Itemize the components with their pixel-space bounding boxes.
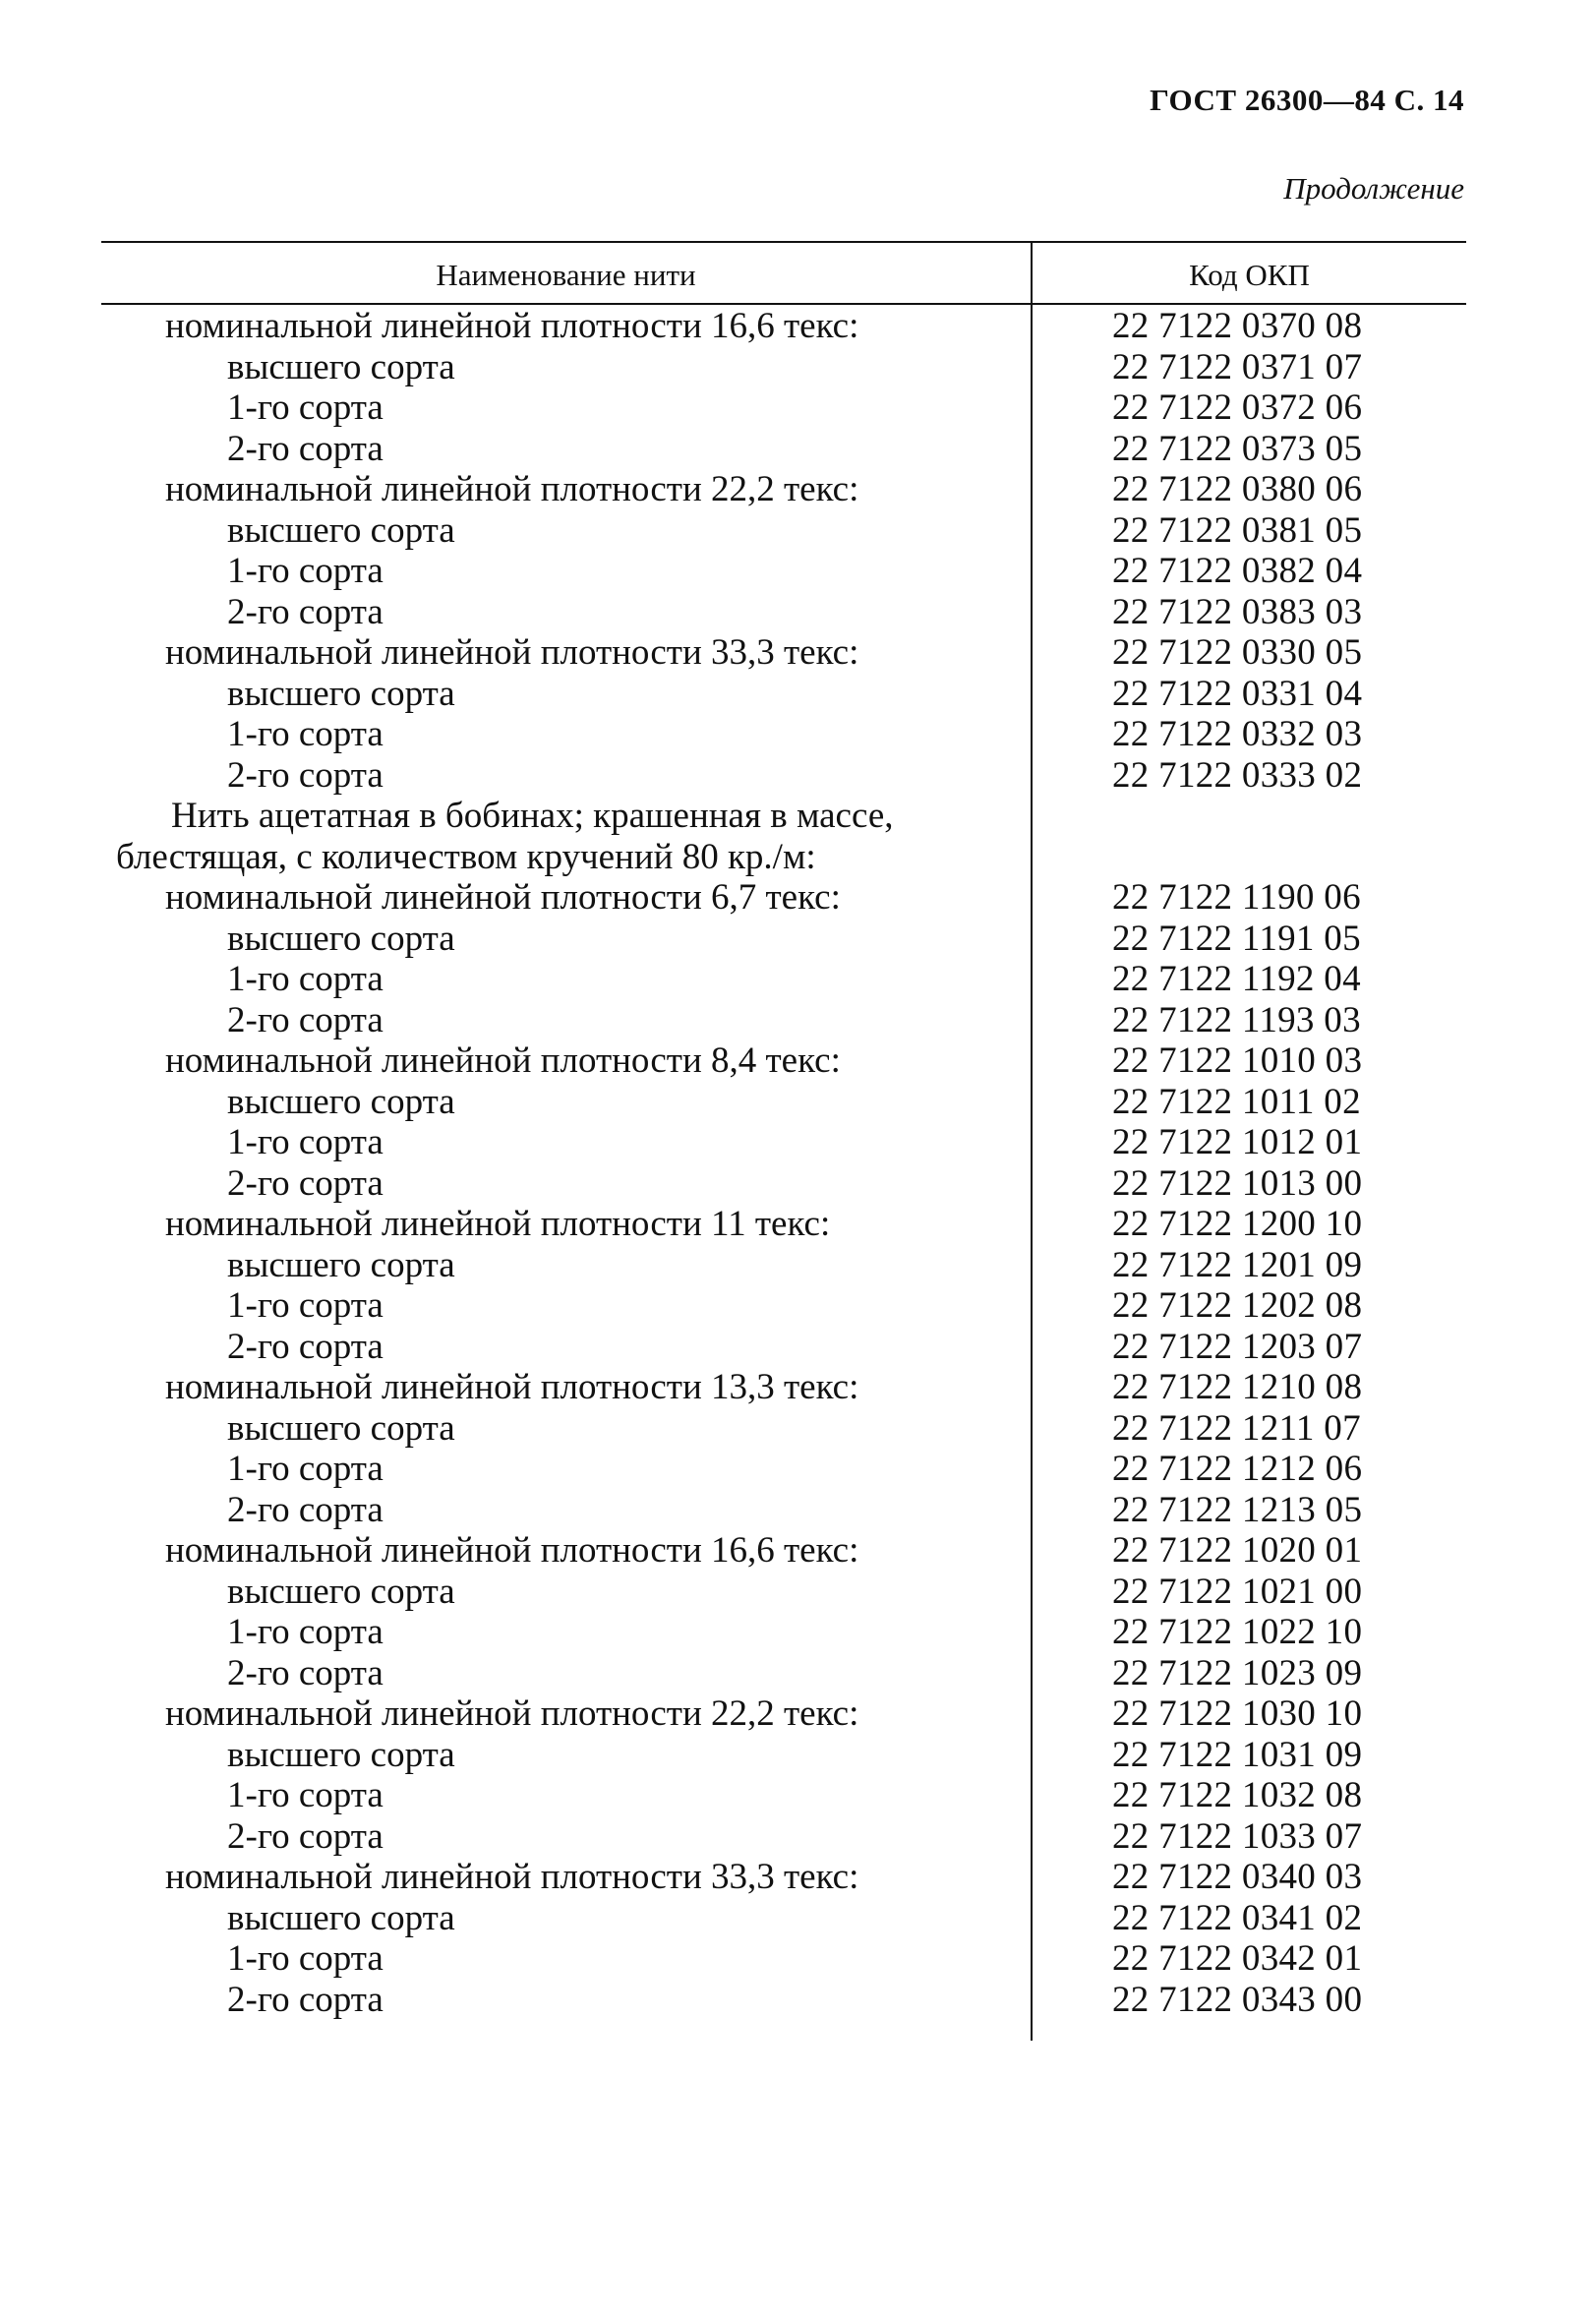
thread-name: 1-го сорта [227,1612,384,1652]
table-row [0,1408,1596,1450]
table-row [0,1653,1596,1694]
okp-code: 22 7122 1190 06 [1112,877,1361,918]
okp-code: 22 7122 0372 06 [1112,387,1363,428]
table-row [0,1980,1596,2021]
table-row [0,1938,1596,1980]
table-row [0,1285,1596,1327]
thread-name: 1-го сорта [227,551,384,591]
okp-code: 22 7122 1203 07 [1112,1326,1363,1367]
table-row [0,429,1596,470]
table-row [0,1612,1596,1653]
table-row [0,837,1596,878]
okp-code: 22 7122 1011 02 [1112,1081,1361,1122]
thread-name: 2-го сорта [227,591,384,632]
table-row [0,1163,1596,1205]
thread-name: высшего сорта [227,1571,455,1612]
thread-name: 1-го сорта [227,1449,384,1489]
thread-name: высшего сорта [227,1244,455,1285]
okp-code: 22 7122 1022 10 [1112,1612,1363,1652]
table-row [0,877,1596,919]
thread-name: 1-го сорта [227,1938,384,1979]
table-row [0,1327,1596,1368]
thread-name: высшего сорта [227,918,455,959]
table-row [0,632,1596,674]
column-header-code: Код ОКП [1189,258,1310,292]
okp-code: 22 7122 0330 05 [1112,632,1363,673]
thread-name: высшего сорта [227,346,455,387]
table-row [0,1530,1596,1572]
table-row [0,714,1596,755]
table-row [0,1775,1596,1816]
thread-name: Нить ацетатная в бобинах; крашенная в массе, [171,796,894,836]
okp-code: 22 7122 1210 08 [1112,1367,1363,1407]
thread-name: 2-го сорта [227,1815,384,1857]
table-row [0,1735,1596,1776]
okp-code: 22 7122 1212 06 [1112,1449,1363,1489]
table-row [0,1040,1596,1082]
thread-name: 1-го сорта [227,714,384,754]
okp-code: 22 7122 0383 03 [1112,591,1363,632]
table-row [0,592,1596,633]
table-row [0,1082,1596,1123]
thread-name: высшего сорта [227,1734,455,1775]
table-row [0,1367,1596,1408]
okp-code: 22 7122 0342 01 [1112,1938,1363,1979]
thread-name: 2-го сорта [227,1162,384,1204]
okp-code: 22 7122 1023 09 [1112,1652,1363,1693]
thread-name: 2-го сорта [227,428,384,469]
table-row [0,1204,1596,1245]
thread-name: номинальной линейной плотности 13,3 текс: [165,1367,859,1407]
table-row [0,551,1596,592]
okp-code: 22 7122 1031 09 [1112,1734,1363,1775]
thread-name: номинальной линейной плотности 6,7 текс: [165,877,841,918]
okp-code: 22 7122 1012 01 [1112,1122,1363,1162]
thread-name: 2-го сорта [227,999,384,1040]
okp-code: 22 7122 0332 03 [1112,714,1363,754]
okp-code: 22 7122 0333 02 [1112,754,1363,796]
thread-name: 1-го сорта [227,1775,384,1815]
thread-name: 2-го сорта [227,1489,384,1530]
table-top-rule [101,241,1466,243]
table-row [0,1693,1596,1735]
thread-name: номинальной линейной плотности 33,3 текс: [165,1857,859,1897]
table-row [0,1000,1596,1041]
thread-name: 1-го сорта [227,959,384,999]
okp-code: 22 7122 1192 04 [1112,959,1361,999]
thread-name: 2-го сорта [227,1326,384,1367]
thread-name: номинальной линейной плотности 11 текс: [165,1204,831,1244]
table-row [0,959,1596,1000]
thread-name: 1-го сорта [227,1285,384,1326]
table-body [0,306,1596,2020]
table-row [0,306,1596,347]
okp-code: 22 7122 1033 07 [1112,1815,1363,1857]
okp-code: 22 7122 1030 10 [1112,1693,1363,1734]
thread-name: высшего сорта [227,509,455,551]
okp-code: 22 7122 1202 08 [1112,1285,1363,1326]
okp-code: 22 7122 1020 01 [1112,1530,1363,1571]
table-row [0,1122,1596,1163]
okp-code: 22 7122 1213 05 [1112,1489,1363,1530]
thread-name: номинальной линейной плотности 33,3 текс: [165,632,859,673]
table-row [0,510,1596,552]
okp-code: 22 7122 1191 05 [1112,918,1361,959]
table-row [0,469,1596,510]
okp-code: 22 7122 0381 05 [1112,509,1363,551]
continuation-label: Продолжение [1283,171,1464,206]
okp-code: 22 7122 0373 05 [1112,428,1363,469]
table-row [0,1857,1596,1898]
table-row [0,1449,1596,1490]
page-header: ГОСТ 26300—84 С. 14 [1150,83,1464,117]
table-row [0,796,1596,837]
thread-name: 1-го сорта [227,387,384,428]
thread-name: высшего сорта [227,1407,455,1449]
thread-name: 1-го сорта [227,1122,384,1162]
table-row [0,1245,1596,1286]
thread-name: номинальной линейной плотности 16,6 текс: [165,306,859,346]
okp-code: 22 7122 1032 08 [1112,1775,1363,1815]
thread-name: номинальной линейной плотности 16,6 текс: [165,1530,859,1571]
okp-code: 22 7122 0382 04 [1112,551,1363,591]
okp-code: 22 7122 1211 07 [1112,1407,1361,1449]
thread-name: 2-го сорта [227,1652,384,1693]
okp-code: 22 7122 0340 03 [1112,1857,1363,1897]
table-row [0,919,1596,960]
table-row [0,674,1596,715]
okp-code: 22 7122 1010 03 [1112,1040,1363,1081]
thread-name: высшего сорта [227,673,455,714]
thread-name: высшего сорта [227,1081,455,1122]
table-header-rule [101,303,1466,305]
okp-code: 22 7122 1021 00 [1112,1571,1363,1612]
table-row [0,1898,1596,1939]
table-row [0,387,1596,429]
okp-code: 22 7122 1013 00 [1112,1162,1363,1204]
okp-code: 22 7122 0371 07 [1112,346,1363,387]
table-row [0,1572,1596,1613]
okp-code: 22 7122 0370 08 [1112,306,1363,346]
thread-name: номинальной линейной плотности 8,4 текс: [165,1040,841,1081]
thread-name: высшего сорта [227,1897,455,1938]
table-row [0,1816,1596,1858]
okp-code: 22 7122 0343 00 [1112,1979,1363,2020]
okp-code: 22 7122 1201 09 [1112,1244,1363,1285]
column-header-name: Наименование нити [436,258,696,292]
thread-name: 2-го сорта [227,754,384,796]
table-row [0,1490,1596,1531]
okp-code: 22 7122 0380 06 [1112,469,1363,509]
table-row [0,755,1596,797]
thread-name: номинальной линейной плотности 22,2 текс: [165,469,859,509]
okp-code: 22 7122 0331 04 [1112,673,1363,714]
okp-code: 22 7122 0341 02 [1112,1897,1363,1938]
thread-name: блестящая, с количеством кручений 80 кр./м: [116,836,816,877]
okp-code: 22 7122 1200 10 [1112,1204,1363,1244]
table-row [0,347,1596,388]
thread-name: 2-го сорта [227,1979,384,2020]
thread-name: номинальной линейной плотности 22,2 текс: [165,1693,859,1734]
okp-code: 22 7122 1193 03 [1112,999,1361,1040]
